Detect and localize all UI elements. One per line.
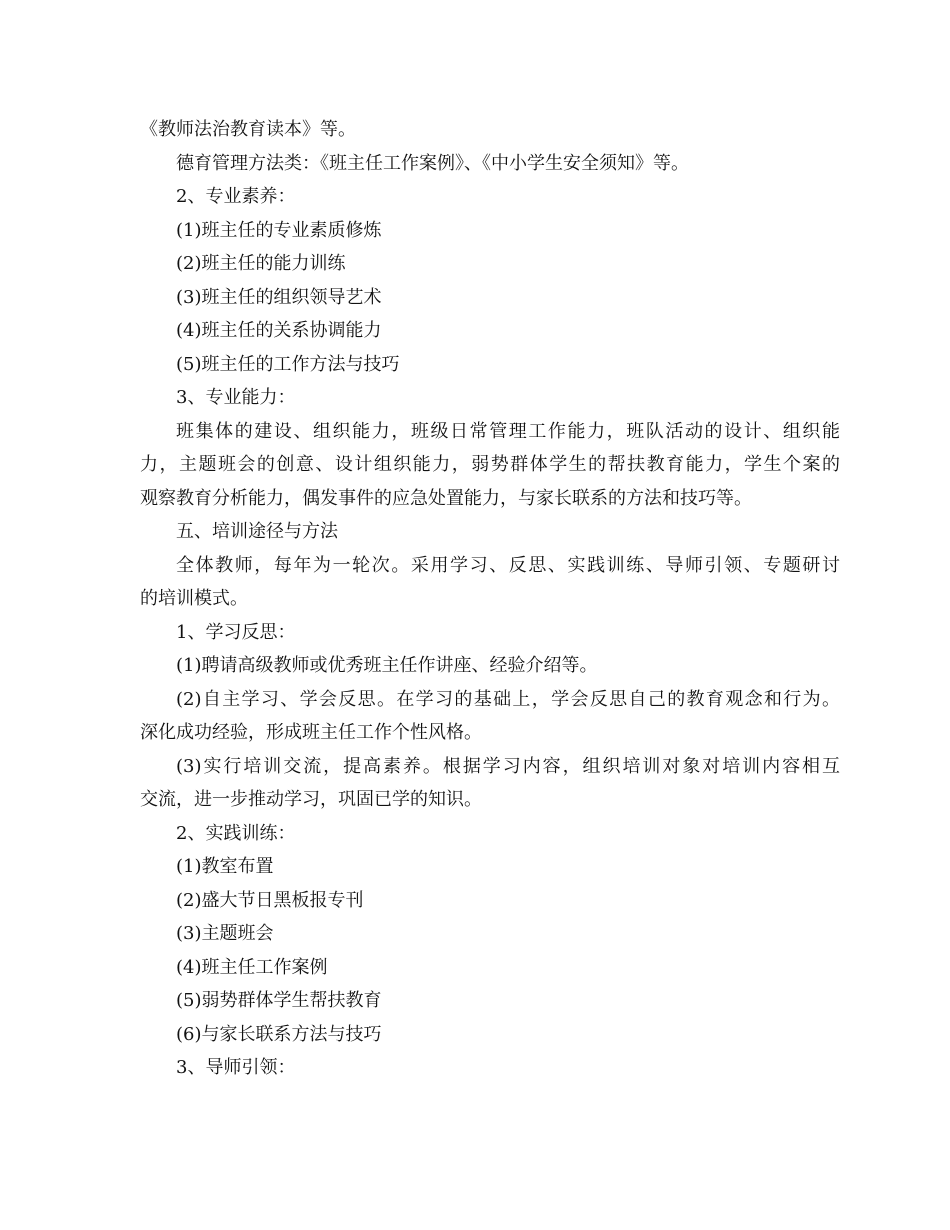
section-heading: 3、专业能力： bbox=[176, 387, 296, 408]
section-heading: 3、导师引领： bbox=[176, 1057, 296, 1078]
list-item: (5)弱势群体学生帮扶教育 bbox=[176, 990, 382, 1011]
list-item: (3)班主任的组织领导艺术 bbox=[176, 286, 382, 308]
paragraph-line: 全体教师，每年为一轮次。采用学习、反思、实践训练、导师引领、专题研讨 bbox=[176, 554, 840, 576]
section-heading: 2、实践训练： bbox=[176, 822, 296, 844]
list-item: (3)实行培训交流，提高素养。根据学习内容，组织培训对象对培训内容相互 bbox=[176, 755, 840, 777]
paragraph-line: 班集体的建设、组织能力，班级日常管理工作能力，班队活动的设计、组织能 bbox=[176, 420, 840, 442]
paragraph-line: 力，主题班会的创意、设计组织能力，弱势群体学生的帮扶教育能力，学生个案的 bbox=[140, 454, 840, 475]
list-item: (2)班主任的能力训练 bbox=[176, 253, 346, 274]
list-item: (6)与家长联系方法与技巧 bbox=[176, 1023, 382, 1045]
list-item: (5)班主任的工作方法与技巧 bbox=[176, 353, 400, 375]
list-item: (1)班主任的专业素质修炼 bbox=[176, 219, 382, 241]
section-heading: 2、专业素养： bbox=[176, 186, 296, 207]
list-item: (1)教室布置 bbox=[176, 856, 274, 877]
paragraph-line: 观察教育分析能力，偶发事件的应急处置能力，与家长联系的方法和技巧等。 bbox=[140, 487, 752, 509]
list-item: (4)班主任工作案例 bbox=[176, 956, 328, 978]
chapter-heading: 五、培训途径与方法 bbox=[176, 521, 338, 542]
list-item: (3)主题班会 bbox=[176, 923, 274, 944]
text-line: 德育管理方法类：《班主任工作案例》、《中小学生安全须知》等。 bbox=[176, 152, 689, 174]
text-line: 《教师法治教育读本》等。 bbox=[140, 119, 356, 140]
section-heading: 1、学习反思： bbox=[176, 621, 296, 643]
list-item: (2)盛大节日黑板报专刊 bbox=[176, 889, 364, 911]
paragraph-line: 交流，进一步推动学习，巩固已学的知识。 bbox=[140, 789, 482, 810]
list-item: (4)班主任的关系协调能力 bbox=[176, 320, 382, 341]
paragraph-line: 深化成功经验，形成班主任工作个性风格。 bbox=[140, 722, 482, 743]
document-body bbox=[140, 113, 840, 1085]
list-item: (2)自主学习、学会反思。在学习的基础上，学会反思自己的教育观念和行为。 bbox=[176, 688, 840, 710]
list-item: (1)聘请高级教师或优秀班主任作讲座、经验介绍等。 bbox=[176, 655, 598, 676]
paragraph-line: 的培训模式。 bbox=[140, 588, 248, 609]
